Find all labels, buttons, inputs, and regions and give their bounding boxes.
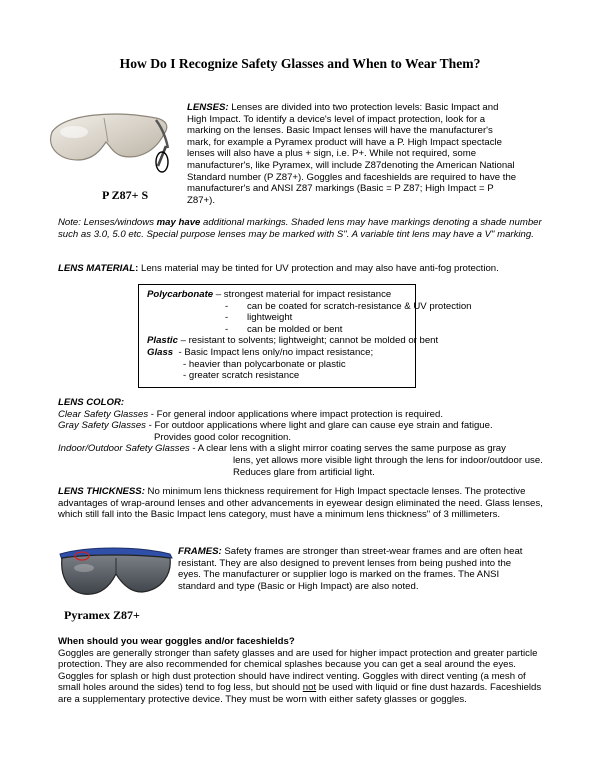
lenses-text: Lenses are divided into two protection levels: Basic Impact and High Impact. To identify a device's level of impact protection, look for a marking on the lenses. Basic Impact lenses will have the manufacturer's mark, for example a Pyramex product will have a P. High Impact spectacle lenses will also have a plus + sign, i.e. P+. While not required, some manufacturer's, like Pyramex, will include Z87denoting the American National Standard number (P Z87+). Goggles and faceshields are required to have the manufacturer's and ANSI Z87 markings (Basic = P Z87; High Impact = P Z87+). xyxy=(187,102,517,206)
note-paragraph xyxy=(58,217,543,240)
page-title: How Do I Recognize Safety Glasses and When to Wear Them? xyxy=(119,56,481,71)
clear-glasses-line xyxy=(58,409,548,421)
polycarbonate-point-text: can be molded or bent xyxy=(247,323,343,335)
plastic-label: Plastic xyxy=(147,335,178,347)
goggles-text: Goggles are generally stronger than safety glasses and are used for higher impact protection and greater particle protection. They are also recommended for chemical splashes because you can get a seal around the eyes. Goggles for splash or high dust protection should have indirect venting. Goggles with direct venting (a mesh of small holes around the sides) tend to fog less, but should xyxy=(58,647,538,694)
gray-glasses-label: Gray Safety Glasses xyxy=(58,420,146,432)
polycarbonate-line xyxy=(147,289,407,301)
gray-safety-glasses-image xyxy=(58,544,176,608)
polycarbonate-text: – strongest material for impact resistance xyxy=(213,289,392,300)
glass-line: - greater scratch resistance xyxy=(183,370,300,382)
material-box xyxy=(138,284,472,388)
indoor-glasses-label: Indoor/Outdoor Safety Glasses xyxy=(58,443,190,455)
polycarbonate-point: - can be molded or bent xyxy=(225,323,343,335)
goggles-heading: When should you wear goggles and/or faceshields? xyxy=(58,636,295,647)
clear-glasses-caption: P Z87+ S xyxy=(102,188,149,202)
glass-line: - heavier than polycarbonate or plastic xyxy=(183,358,346,370)
polycarbonate-point-text: lightweight xyxy=(247,312,293,324)
plastic-line xyxy=(147,335,439,347)
polycarbonate-label: Polycarbonate xyxy=(147,289,214,300)
note-prefix: Note: Lenses/windows xyxy=(58,217,157,228)
glass-line xyxy=(147,347,407,359)
frames-paragraph xyxy=(178,546,533,592)
indoor-glasses-continuation: Reduces glare from artificial light. xyxy=(233,466,375,478)
clear-glasses-text: - For general indoor applications where impact protection is required. xyxy=(148,408,444,420)
lens-material-label: LENS MATERIAL xyxy=(58,263,136,274)
glass-label: Glass xyxy=(147,346,174,358)
indoor-glasses-text: - A clear lens with a slight mirror coating serves the same purpose as gray xyxy=(189,443,506,455)
indoor-glasses-continuation: lens, yet allows more visible light through the lens for indoor/outdoor use. xyxy=(233,454,543,466)
polycarbonate-point-text: can be coated for scratch-resistance & UV protection xyxy=(247,300,472,312)
lens-color-label: LENS COLOR: xyxy=(58,397,125,408)
plastic-text: – resistant to solvents; lightweight; cannot be molded or bent xyxy=(177,335,439,347)
glass-text: - Basic Impact lens only/no impact resistance; xyxy=(178,346,374,358)
lens-color-section xyxy=(58,397,548,478)
polycarbonate-point: - can be coated for scratch-resistance & UV protection xyxy=(225,300,472,312)
frames-text: Safety frames are stronger than street-wear frames and are often heat resistant. They are also designed to prevent lenses from being pushed into the eyes. The manufacturer or supplier logo is marked on the frames. The ANSI standard and type (Basic or High Impact) are also noted. xyxy=(178,546,523,592)
lens-thickness-paragraph xyxy=(58,486,546,521)
clear-safety-glasses-image xyxy=(44,104,176,190)
note-suffix: additional markings. Shaded lens may have markings denoting a shade number such as 3.0, 5.0 etc. Special purpose lenses may be marked with S". A variable tint lens may have a V" marking. xyxy=(58,217,542,240)
frames-label: FRAMES: xyxy=(178,546,222,557)
goggles-paragraph xyxy=(58,648,546,706)
goggles-text: be used with liquid or fine dust hazards. Faceshields are a supplementary protective device. They must be worn with either safety glasses or goggles. xyxy=(58,682,542,705)
polycarbonate-point: - lightweight xyxy=(225,312,293,324)
goggles-section xyxy=(58,636,546,706)
gray-glasses-text: - For outdoor applications where light and glare can cause eye strain and fatigue. xyxy=(145,420,493,432)
gray-glasses-caption: Pyramex Z87+ xyxy=(64,608,140,622)
lens-material-colon: : xyxy=(135,263,139,274)
lenses-paragraph xyxy=(187,102,517,206)
lenses-label: LENSES: xyxy=(187,102,229,113)
gray-glasses-continuation: Provides good color recognition. xyxy=(154,431,292,443)
lens-thickness-label: LENS THICKNESS: xyxy=(58,486,145,497)
note-emphasis: may have xyxy=(156,217,201,228)
lens-material-text: Lens material may be tinted for UV protection and may also have anti-fog protection. xyxy=(138,263,499,274)
indoor-glasses-line xyxy=(58,443,548,455)
gray-glasses-line xyxy=(58,420,548,432)
lens-material-paragraph xyxy=(58,263,543,275)
clear-glasses-label: Clear Safety Glasses xyxy=(58,408,149,420)
goggles-not-emphasis: not xyxy=(302,682,317,694)
lens-thickness-text: No minimum lens thickness requirement for High Impact spectacle lenses. The protective advantages of wrap-around lenses and other advancements in eyewear design eliminated the need. Glass lenses, which still fall into the Basic Impact lens category, must have a minimum lens thickness" of 3 millimeters. xyxy=(58,486,543,521)
